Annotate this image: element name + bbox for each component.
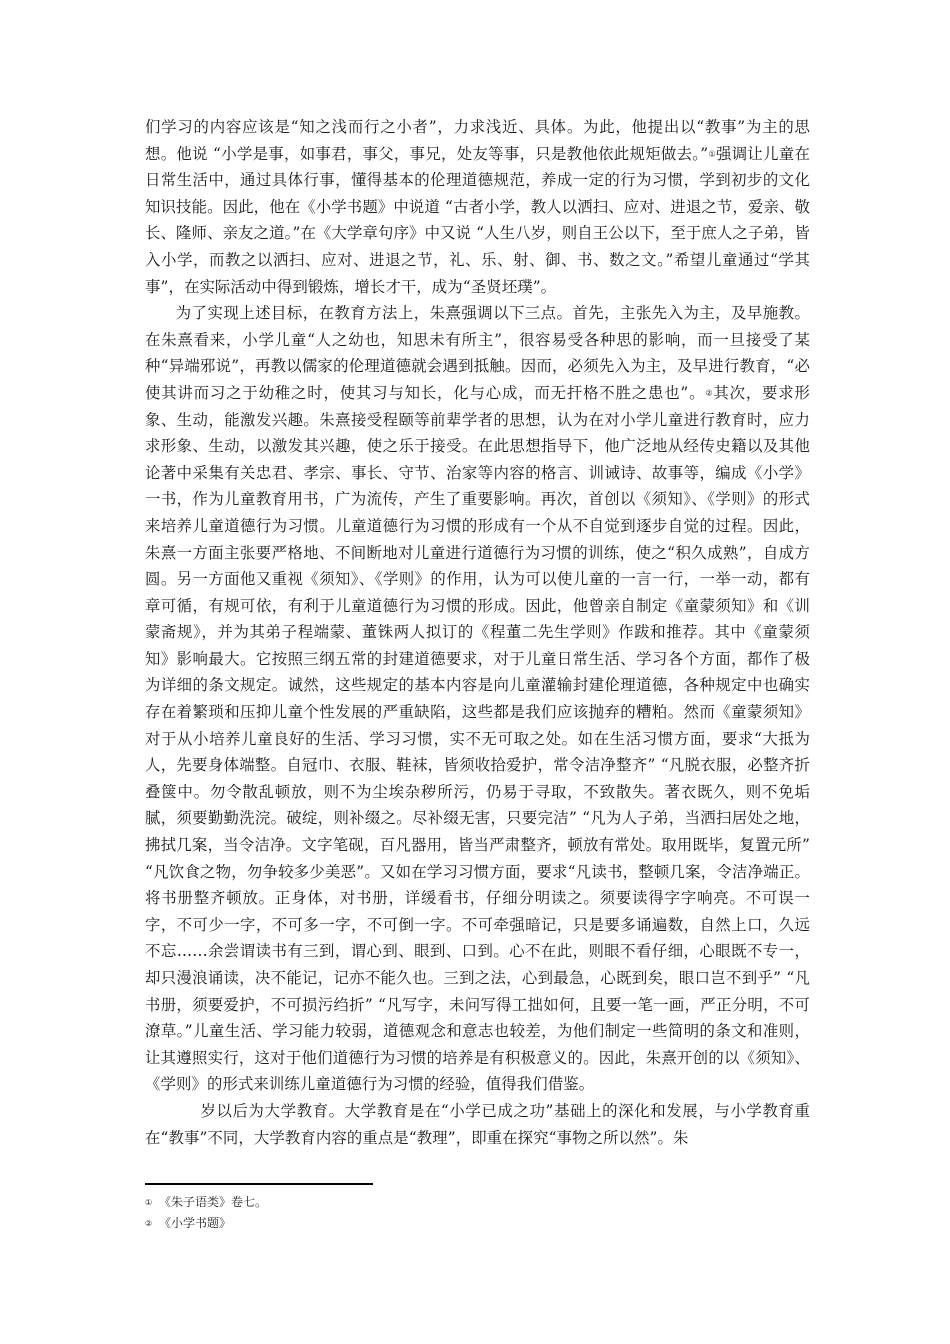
paragraph-2-part-a: 为了实现上述目标，在教育方法上，朱熹强调以下三点。首先，主张先入为主，及早施教。在朱熹看来，小学儿童“人之幼也，知思未有所主”，很容易受各种思的影响，而一旦接受了某种“异端邪说”，再教以儒家的伦理道德就会遇到抵触。因而，必须先入为主，及早进行教育，“必使其讲而习之于幼稚之时，使其习与知长，化与心成，而无扞格不胜之患也”。 bbox=[145, 304, 810, 402]
footnote-ref-1: ① bbox=[708, 149, 716, 159]
footnote-1-mark: ① bbox=[145, 1198, 153, 1208]
footnote-2 bbox=[145, 1213, 745, 1234]
paragraph-2 bbox=[145, 300, 810, 1098]
footnote-1 bbox=[145, 1192, 745, 1213]
paragraph-1-part-a: 们学习的内容应该是“知之浅而行之小者”，力求浅近、具体。为此，他提出以“教事”为主的思想。他说 “小学是事，如事君，事父，事兄，处友等事，只是教他依此规矩做去。” bbox=[145, 118, 810, 163]
footnotes bbox=[145, 1192, 745, 1234]
footnote-ref-2: ② bbox=[705, 388, 714, 398]
footnote-2-mark: ② bbox=[145, 1219, 153, 1229]
footnote-2-text: 《小学书题》 bbox=[159, 1216, 232, 1231]
body-text bbox=[145, 114, 810, 1151]
paragraph-1 bbox=[145, 114, 810, 300]
footnote-separator bbox=[145, 1183, 373, 1185]
footnote-1-text: 《朱子语类》卷七。 bbox=[159, 1195, 268, 1209]
paragraph-2-part-b: 其次，要求形象、生动，能激发兴趣。朱熹接受程颐等前辈学者的思想，认为在对小学儿童进行教育时，应力求形象、生动，以激发其兴趣，使之乐于接受。在此思想指导下，他广泛地从经传史籍以及其他论著中采集有关忠君、孝宗、事长、守节、治家等内容的格言、训诫诗、故事等，编成《小学》一书，作为儿童教育用书，广为流传，产生了重要影响。再次，首创以《须知》、《学则》的形式来培养儿童道德行为习惯。儿童道德行为习惯的形成有一个从不自觉到逐步自觉的过程。因此，朱熹一方面主张要严格地、不间断地对儿童进行道德行为习惯的训练，使之“积久成熟”，自成方圆。另一方面他又重视《须知》、《学则》的作用，认为可以使儿童的一言一行，一举一动，都有章可循，有规可依，有利于儿童道德行为习惯的形成。因此，他曾亲自制定《童蒙须知》和《训蒙斋规》，并为其弟子程端蒙、董铢两人拟订的《程董二先生学则》作跋和推荐。其中《童蒙须知》影响最大。它按照三纲五常的封建道德要求，对于儿童日常生活、学习各个方面，都作了极为详细的条文规定。诚然，这些规定的基本内容是向儿童灌输封建伦理道德，各种规定中也确实存在着繁琐和压抑儿童个性发展的严重缺陷，这些都是我们应该抛弃的糟粕。然而《童蒙须知》对于从小培养儿童良好的生活、学习习惯，实不无可取之处。如在生活习惯方面，要求“大抵为人，先要身体端整。自冠巾、衣服、鞋袜，皆须收拾爱护，常令洁净整齐” “凡脱衣服，必整齐折叠箧中。勿令散乱顿放，则不为尘埃杂秽所污，仍易于寻取，不致散失。著衣既久，则不免垢腻，须要勤勤洗浣。破绽，则补缀之。尽补缀无害，只要完洁” “凡为人子弟，当洒扫居处之地，拂拭几案，当令洁净。文字笔砚，百凡器用，皆当严肃整齐，顿放有常处。取用既毕，复置元所” “凡饮食之物，勿争较多少美恶”。又如在学习习惯方面，要求“凡读书，整顿几案，令洁净端正。将书册整齐顿放。正身体，对书册，详缓看书，仔细分明读之。须要读得字字响亮。不可误一字，不可少一字，不可多一字，不可倒一字。不可牵强暗记，只是要多诵遍数，自然上口，久远不忘……余尝谓读书有三到，谓心到、眼到、口到。心不在此，则眼不看仔细，心眼既不专一，却只漫浪诵读，决不能记，记亦不能久也。三到之法，心到最急，心既到矣，眼口岂不到乎” “凡书册，须要爱护，不可损污绉折” “凡写字，未问写得工拙如何，且要一笔一画，严正分明，不可潦草。”儿童生活、学习能力较弱，道德观念和意志也较差，为他们制定一些简明的条文和准则，让其遵照实行，这对于他们道德行为习惯的培养是有积极意义的。因此，朱熹开创的以《须知》、《学则》的形式来训练儿童道德行为习惯的经验，值得我们借鉴。 bbox=[145, 383, 810, 1094]
paragraph-3: 岁以后为大学教育。大学教育是在“小学已成之功”基础上的深化和发展，与小学教育重在“教事”不同，大学教育内容的重点是“教理”，即重在探究“事物之所以然”。朱 bbox=[145, 1101, 810, 1147]
paragraph-1-part-b: 强调让儿童在日常生活中，通过具体行事，懂得基本的伦理道德规范，养成一定的行为习惯，学到初步的文化知识技能。因此，他在《小学书题》中说道 “古者小学，教人以洒扫、应对、进退之节，爱亲、敬长、隆师、亲友之道。”在《大学章句序》中又说 “人生八岁，则自王公以下，至于庶人之子弟，皆入小学，而教之以洒扫、应对、进退之节，礼、乐、射、御、书、数之文。”希望儿童通过“学其事”，在实际活动中得到锻炼，增长才干，成为“圣贤坯璞”。 bbox=[145, 144, 810, 296]
